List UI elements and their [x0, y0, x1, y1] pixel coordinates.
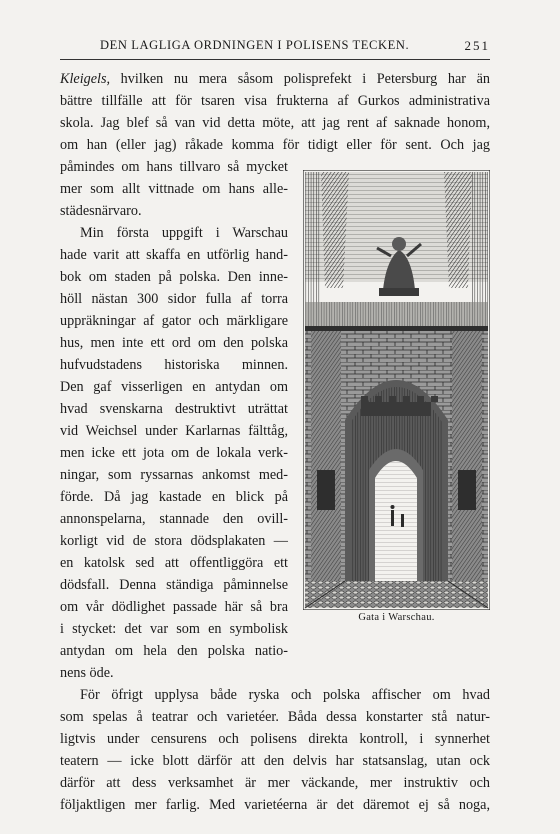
- text-line: som spelas å teatrar och varietéer. Båda dessa konstarter stå natur-: [60, 709, 490, 725]
- column-line: hvad svenskarna destruktivt uträttat: [60, 401, 288, 417]
- text-line-rest: hvilken nu mera såsom polisprefekt i Petersburg har än: [110, 71, 490, 87]
- page-number: 251: [464, 38, 490, 53]
- column-line: bok om staden på polska. Den inne-: [60, 269, 288, 285]
- street-gate-engraving: [303, 170, 490, 610]
- column-line: korligt vid de stora dödsplakaten —: [60, 533, 288, 549]
- text-line: [60, 68, 490, 90]
- text-line: om han (eller jag) råkade komma för tidigt eller för sent. Och jag: [60, 137, 490, 153]
- header-rule: [60, 59, 490, 60]
- column-line: Min första uppgift i Warschau: [80, 225, 288, 241]
- text-line: därför att dess verksamhet är mer väckande, mer instruktiv och: [60, 775, 490, 791]
- column-line: en katolsk sed att offentliggöra ett: [60, 555, 288, 571]
- column-line: men icke ett jota om de lokala verk-: [60, 445, 288, 461]
- text-line: teatern — icke blott därför att den delvis har statsanslag, utan ock: [60, 753, 490, 769]
- running-head-title: DEN LAGLIGA ORDNINGEN I POLISENS TECKEN.: [100, 38, 410, 52]
- column-line: påmindes om hans tillvaro så mycket: [60, 159, 288, 175]
- text-line: För öfrigt upplysa både ryska och polska affischer om hvad: [80, 687, 490, 703]
- column-line: hufvudstadens historiska minnen.: [60, 357, 288, 373]
- italic-name: Kleigels,: [60, 71, 111, 87]
- column-line: i stycket: det var som en symbolisk: [60, 621, 288, 637]
- column-line: hus, men inte ett ord om den polska: [60, 335, 288, 351]
- column-line: nens öde.: [60, 665, 114, 681]
- running-head: [60, 38, 490, 58]
- column-line: om vår dödlighet passade här så bra: [60, 599, 288, 615]
- text-line: skola. Jag blef så van vid detta möte, att jag rent af saknade honom,: [60, 115, 490, 131]
- column-line: Den gaf visserligen en antydan om: [60, 379, 288, 395]
- column-line: annonspelarna, stannade den ovill-: [60, 511, 288, 527]
- column-line: dödsfall. Denna ständiga påminnelse: [60, 577, 288, 593]
- column-line: hade varit att skaffa en utförlig hand-: [60, 247, 288, 263]
- column-line: ningar, som ryssarnas ankomst med-: [60, 467, 288, 483]
- text-line: ligtvis under censurens och polisens direkta kontroll, i synnerhet: [60, 731, 490, 747]
- column-line: förde. Då jag kastade en blick på: [60, 489, 288, 505]
- text-line: följaktligen mer farlig. Med varietéerna är det däremot ej så noga,: [60, 797, 490, 813]
- column-line: städesnärvaro.: [60, 203, 142, 219]
- engraving-illustration: [303, 170, 490, 610]
- column-line: uppräkningar af gator och märkligare: [60, 313, 288, 329]
- column-line: antydan om hela den polska natio-: [60, 643, 288, 659]
- figure-caption: Gata i Warschau.: [358, 612, 435, 623]
- column-line: höll nästan 300 sidor fulla af torra: [60, 291, 288, 307]
- column-line: mer som allt vittnade om hans alle-: [60, 181, 288, 197]
- text-line: bättre tillfälle att för tsaren visa frukterna af Gurkos administrativa: [60, 93, 490, 109]
- column-line: vid Weichsel under Karlarnas fälttåg,: [60, 423, 288, 439]
